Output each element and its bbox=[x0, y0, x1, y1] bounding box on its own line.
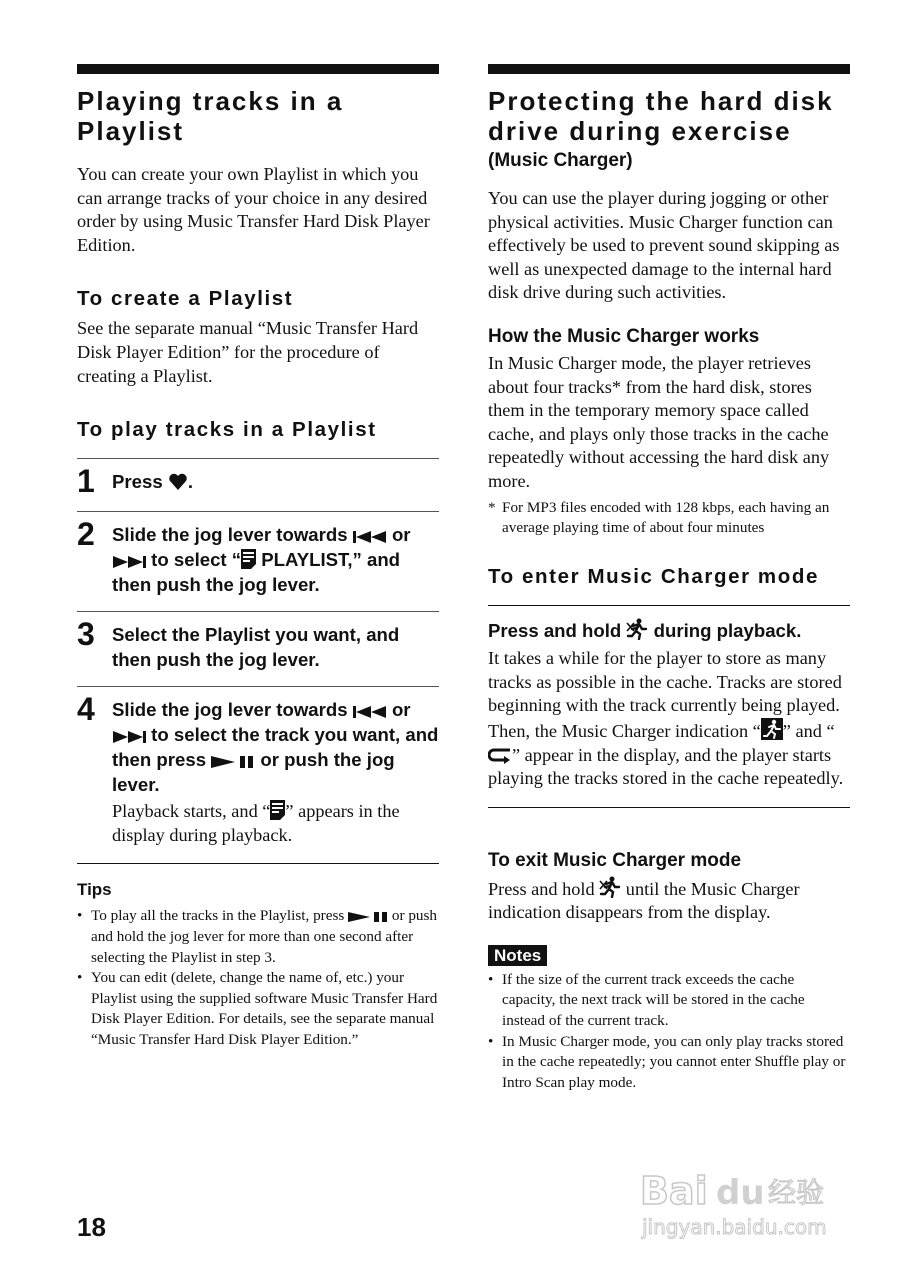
tip-1-text-a: To play all the tracks in the Playlist, press bbox=[91, 907, 345, 925]
left-column bbox=[77, 64, 439, 1051]
press-hold-instruction bbox=[488, 618, 850, 643]
step-2-text-b: or bbox=[391, 524, 411, 546]
create-playlist-heading: To create a Playlist bbox=[77, 287, 294, 311]
enter-mode-body-2-b: ” and “ bbox=[782, 720, 835, 741]
play-pause-icon bbox=[348, 911, 388, 923]
step-4-text bbox=[112, 697, 439, 797]
step-4 bbox=[77, 686, 439, 863]
step-4-note-a: Playback starts, and “ bbox=[112, 801, 271, 822]
exit-mode-heading: To exit Music Charger mode bbox=[488, 849, 742, 871]
step-1-text-a: Press bbox=[112, 471, 163, 493]
enter-mode-body-2 bbox=[488, 718, 850, 791]
step-1 bbox=[77, 458, 439, 511]
how-it-works-body: In Music Charger mode, the player retrieves about four tracks* from the hard disk, stores them in the temporary memory space called cache, and plays only those tracks in the cache repeatedly without accessing the hard disk any more. bbox=[488, 352, 830, 491]
next-track-icon bbox=[112, 555, 146, 569]
steps-bottom-rule bbox=[77, 863, 439, 864]
step-1-text bbox=[112, 469, 439, 494]
previous-track-icon bbox=[353, 705, 387, 719]
how-it-works-heading: How the Music Charger works bbox=[488, 325, 760, 347]
step-4-text-c: to select the track you want, and then press bbox=[112, 724, 439, 771]
step-2-text-d: PLAYLIST,” and then push the jog lever. bbox=[112, 549, 401, 596]
footnote-text: For MP3 files encoded with 128 kbps, each having an average playing time of about four minutes bbox=[502, 498, 830, 537]
note-item: • If the size of the current track exceeds the cache capacity, the next track will be stored in the cache instead of the current track. bbox=[488, 970, 805, 1030]
exit-mode-body-a: Press and hold bbox=[488, 878, 595, 899]
step-2 bbox=[77, 511, 439, 611]
heart-icon bbox=[168, 473, 188, 491]
svg-text:du: du bbox=[716, 1173, 765, 1213]
section-title-music-charger: Protecting the hard disk drive during exercise bbox=[488, 86, 834, 146]
music-charger-runner-icon bbox=[599, 876, 621, 898]
enter-mode-body-1: It takes a while for the player to store as many tracks as possible in the cache. Tracks are stored beginning with the track currently being played. bbox=[488, 648, 842, 716]
step-4-text-a: Slide the jog lever towards bbox=[112, 699, 348, 721]
next-track-icon bbox=[112, 730, 146, 744]
step-number: 1 bbox=[77, 463, 95, 500]
section-subtitle: (Music Charger) bbox=[488, 150, 633, 171]
footnote-star: * bbox=[488, 498, 496, 516]
music-charger-indicator-icon bbox=[761, 718, 783, 740]
step-3-text: Select the Playlist you want, and then push the jog lever. bbox=[112, 624, 400, 671]
create-playlist-body: See the separate manual “Music Transfer Hard Disk Player Edition” for the procedure of creating a Playlist. bbox=[77, 318, 419, 386]
step-number: 3 bbox=[77, 616, 95, 653]
playlist-intro: You can create your own Playlist in which you can arrange tracks of your choice in any desired order by using Music Transfer Hard Disk Player Edition. bbox=[77, 164, 430, 255]
playlist-icon bbox=[270, 800, 285, 820]
press-hold-text-b: during playback. bbox=[653, 620, 802, 642]
play-pause-icon bbox=[211, 755, 255, 769]
enter-mode-bottom-rule bbox=[488, 807, 850, 808]
page-number: 18 bbox=[77, 1212, 106, 1242]
previous-track-icon bbox=[353, 530, 387, 544]
note-1-text: If the size of the current track exceeds the cache capacity, the next track will be stored in the cache instead of the current track. bbox=[502, 970, 805, 1030]
exit-mode-body bbox=[488, 876, 850, 925]
baidu-watermark-logo bbox=[636, 1160, 846, 1240]
step-2-text bbox=[112, 522, 439, 597]
step-number: 4 bbox=[77, 691, 95, 728]
svg-text:经验: 经验 bbox=[768, 1176, 825, 1209]
exit-mode-body-b: until the Music Charger indication disappears from the display. bbox=[488, 878, 800, 923]
step-2-text-c: to select “ bbox=[151, 549, 242, 571]
play-playlist-heading: To play tracks in a Playlist bbox=[77, 418, 377, 442]
right-column bbox=[488, 64, 850, 1093]
enter-mode-rule bbox=[488, 605, 850, 606]
notes-list bbox=[488, 970, 850, 1094]
step-1-text-b: . bbox=[187, 471, 194, 493]
tip-1-text-b: or push and hold the jog lever for more than one second after selecting the Playlist in step 3. bbox=[91, 907, 438, 966]
section-top-bar bbox=[488, 64, 850, 74]
tips-title: Tips bbox=[77, 880, 112, 900]
section-title-playlist: Playing tracks in a Playlist bbox=[77, 86, 344, 146]
tips-list bbox=[77, 906, 439, 1050]
step-number: 2 bbox=[77, 516, 95, 553]
note-2-text: In Music Charger mode, you can only play tracks stored in the cache repeatedly; you cannot enter Shuffle play or Intro Scan play mode. bbox=[502, 1032, 846, 1091]
repeat-icon bbox=[488, 746, 512, 764]
svg-text:Bai: Bai bbox=[640, 1169, 708, 1213]
footnote bbox=[488, 498, 850, 540]
step-4-note-b: ” appears in the display during playback. bbox=[112, 801, 400, 845]
step-4-text-d: or push the jog lever. bbox=[112, 749, 395, 796]
step-2-text-a: Slide the jog lever towards bbox=[112, 524, 348, 546]
press-hold-text-a: Press and hold bbox=[488, 620, 622, 642]
enter-mode-body-2-a: Then, the Music Charger indication “ bbox=[488, 720, 761, 741]
enter-mode-body-2-c: ” appear in the display, and the player starts playing the tracks stored in the cache repeatedly. bbox=[488, 744, 844, 789]
tip-2-text: You can edit (delete, change the name of, etc.) your Playlist using the supplied software Music Transfer Hard Disk Player Edition. For details, see the separate manual “Music Transfer Hard Disk Player Edition.” bbox=[91, 969, 438, 1048]
step-3 bbox=[77, 611, 439, 686]
music-charger-intro: You can use the player during jogging or other physical activities. Music Charger function can effectively be used to prevent sound skipping as well as unexpected damage to the internal hard disk drive during such activities. bbox=[488, 188, 840, 303]
step-4-note bbox=[112, 800, 439, 847]
tip-item: • To play all the tracks in the Playlist, press or push and hold the jog lever for more than one second after selecting the Playlist in step 3. bbox=[77, 907, 438, 966]
notes-label: Notes bbox=[488, 945, 547, 966]
step-4-text-b: or bbox=[391, 699, 411, 721]
playlist-icon bbox=[241, 549, 256, 569]
tip-item: • You can edit (delete, change the name of, etc.) your Playlist using the supplied software Music Transfer Hard Disk Player Edition. For details, see the separate manual “Music Transfer Hard Disk Player Edition.” bbox=[77, 969, 438, 1048]
enter-mode-heading: To enter Music Charger mode bbox=[488, 565, 820, 589]
section-top-bar bbox=[77, 64, 439, 74]
note-item: • In Music Charger mode, you can only play tracks stored in the cache repeatedly; you cannot enter Shuffle play or Intro Scan play mode. bbox=[488, 1032, 846, 1091]
music-charger-runner-icon bbox=[626, 618, 648, 640]
svg-text:jingyan.baidu.com: jingyan.baidu.com bbox=[642, 1215, 827, 1239]
